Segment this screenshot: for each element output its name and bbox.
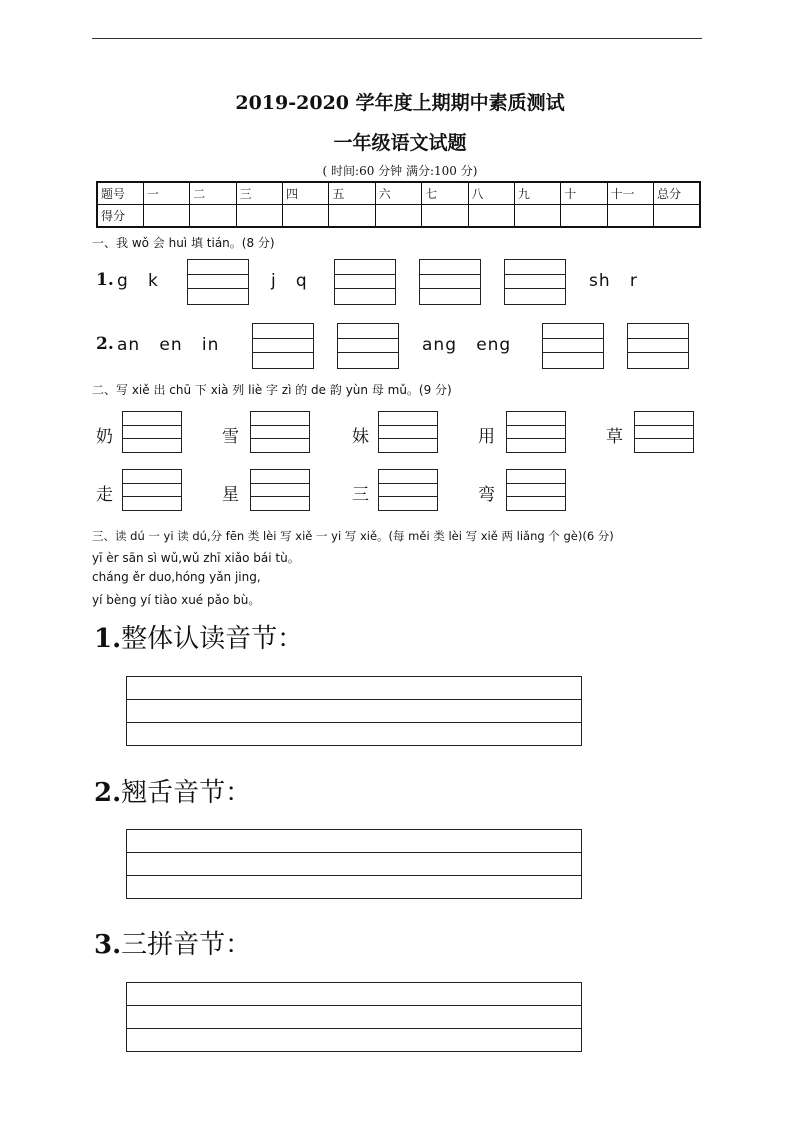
pinyin-writing-box[interactable] — [504, 259, 566, 305]
category-label: 整体认读音节： — [121, 624, 304, 654]
answer-writing-box[interactable] — [126, 829, 582, 899]
pinyin-text: sh r — [589, 271, 638, 291]
reading-line: yí bèng yí tiào xué pǎo bù。 — [92, 593, 261, 607]
vowel-writing-box[interactable] — [250, 469, 310, 511]
page-title: 2019-2020 学年度上期期中素质测试 — [235, 92, 565, 114]
score-table-score-row — [97, 205, 700, 228]
score-cell[interactable] — [375, 205, 421, 228]
category-number: 2. — [94, 778, 122, 808]
score-cell[interactable] — [468, 205, 514, 228]
vowel-writing-box[interactable] — [122, 411, 182, 453]
pinyin-writing-box[interactable] — [187, 259, 249, 305]
character: 星 — [222, 485, 239, 505]
table-cell: 一 — [143, 182, 189, 205]
character: 雪 — [222, 427, 239, 447]
question-number: 2. — [96, 334, 114, 354]
table-cell: 十一 — [607, 182, 653, 205]
vowel-writing-box[interactable] — [506, 469, 566, 511]
table-cell: 六 — [375, 182, 421, 205]
pinyin-writing-box[interactable] — [419, 259, 481, 305]
score-cell[interactable] — [236, 205, 282, 228]
character: 弯 — [478, 485, 495, 505]
pinyin-text: j q — [271, 271, 308, 291]
section3-heading: 三、读 dú 一 yi 读 dú,分 fēn 类 lèi 写 xiě 一 yi 写 xiě。(每 měi 类 lèi 写 xiě 两 liǎng 个 gè)(6 分) — [92, 529, 614, 543]
score-cell[interactable] — [514, 205, 560, 228]
category-label: 翘舌音节： — [121, 778, 252, 808]
pinyin-writing-box[interactable] — [334, 259, 396, 305]
reading-line: yī èr sān sì wǔ,wǔ zhī xiǎo bái tù。 — [92, 551, 300, 565]
pinyin-writing-box[interactable] — [252, 323, 314, 369]
score-table — [96, 181, 701, 228]
category-number: 1. — [94, 624, 122, 654]
score-cell[interactable] — [190, 205, 236, 228]
pinyin-writing-box[interactable] — [542, 323, 604, 369]
pinyin-text: g k — [117, 271, 159, 291]
vowel-writing-box[interactable] — [378, 469, 438, 511]
table-cell: 得分 — [97, 205, 143, 228]
category-heading — [94, 772, 251, 809]
character: 奶 — [96, 427, 113, 447]
table-cell: 三 — [236, 182, 282, 205]
section2-heading: 二、写 xiě 出 chū 下 xià 列 liè 字 zì 的 de 韵 yùn 母 mǔ。(9 分) — [92, 383, 452, 397]
reading-line: cháng ěr duo,hóng yǎn jing, — [92, 570, 261, 584]
score-cell[interactable] — [561, 205, 607, 228]
page-subtitle: 一年级语文试题 — [333, 132, 467, 154]
character: 草 — [606, 427, 623, 447]
table-cell: 四 — [283, 182, 329, 205]
pinyin-text: ang eng — [422, 335, 512, 355]
character: 用 — [478, 427, 495, 447]
table-cell: 九 — [514, 182, 560, 205]
answer-writing-box[interactable] — [126, 982, 582, 1052]
score-cell[interactable] — [654, 205, 701, 228]
category-heading — [94, 618, 303, 655]
exam-meta: ( 时间:60 分钟 满分:100 分) — [322, 164, 478, 178]
vowel-writing-box[interactable] — [506, 411, 566, 453]
pinyin-writing-box[interactable] — [337, 323, 399, 369]
score-cell[interactable] — [422, 205, 468, 228]
category-label: 三拼音节： — [121, 930, 252, 960]
score-cell[interactable] — [283, 205, 329, 228]
table-cell: 十 — [561, 182, 607, 205]
score-cell[interactable] — [329, 205, 375, 228]
table-cell: 八 — [468, 182, 514, 205]
vowel-writing-box[interactable] — [378, 411, 438, 453]
top-rule — [92, 38, 702, 39]
table-cell: 总分 — [654, 182, 701, 205]
category-number: 3. — [94, 930, 122, 960]
score-cell[interactable] — [143, 205, 189, 228]
table-cell: 五 — [329, 182, 375, 205]
score-table-header-row — [97, 182, 700, 205]
answer-writing-box[interactable] — [126, 676, 582, 746]
table-cell: 题号 — [97, 182, 143, 205]
pinyin-writing-box[interactable] — [627, 323, 689, 369]
question-number: 1. — [96, 270, 114, 290]
vowel-writing-box[interactable] — [250, 411, 310, 453]
category-heading — [94, 924, 251, 961]
table-cell: 七 — [422, 182, 468, 205]
table-cell: 二 — [190, 182, 236, 205]
vowel-writing-box[interactable] — [122, 469, 182, 511]
character: 三 — [352, 485, 369, 505]
pinyin-text: an en in — [117, 335, 220, 355]
section1-heading: 一、我 wǒ 会 huì 填 tián。(8 分) — [92, 236, 275, 250]
character: 妹 — [352, 427, 369, 447]
character: 走 — [96, 485, 113, 505]
score-cell[interactable] — [607, 205, 653, 228]
vowel-writing-box[interactable] — [634, 411, 694, 453]
